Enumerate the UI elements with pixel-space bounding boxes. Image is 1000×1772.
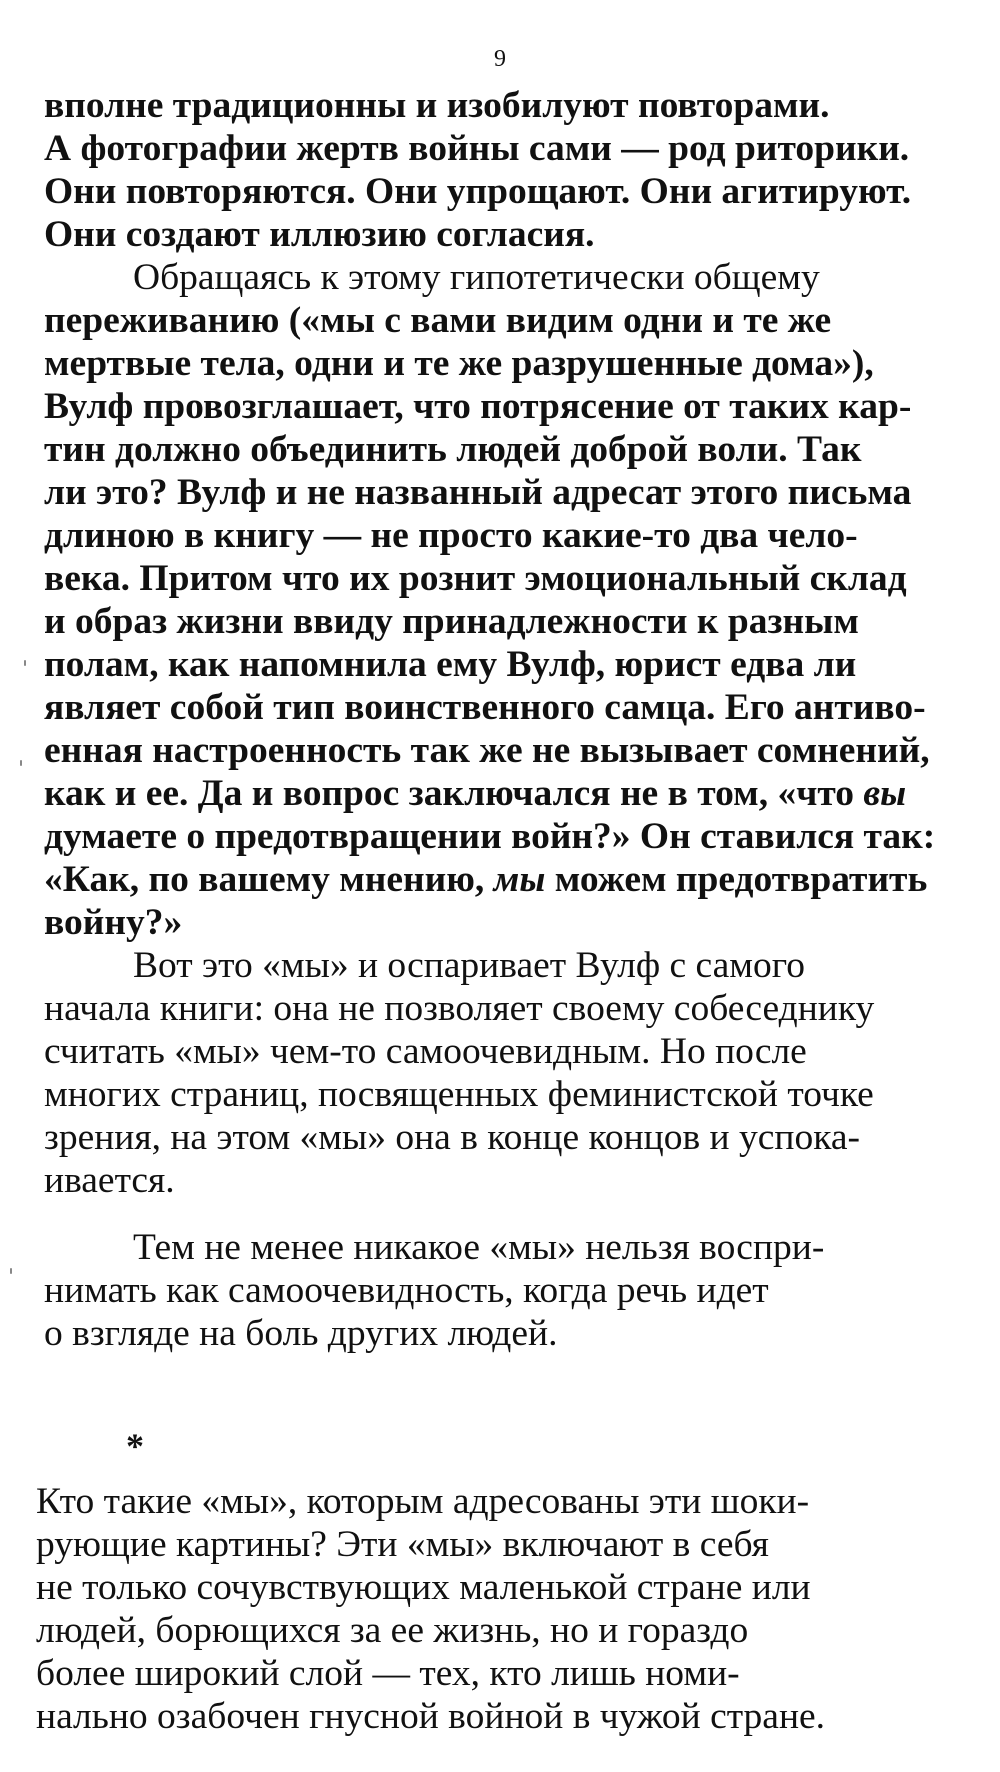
text-line: нимать как самоочевидность, когда речь идет [44,1270,769,1311]
text-line: Вот это «мы» и оспаривает Вулф с самого [133,945,805,986]
text-line: войну?» [44,902,183,943]
text-line: Кто такие «мы», которым адресованы эти шоки- [36,1481,810,1522]
text-line: и образ жизни ввиду принадлежности к разным [44,601,859,642]
text-line: Они создают иллюзию согласия. [44,214,595,255]
emphasis: вы [863,773,907,814]
text-line: енная настроенность так же не вызывает сомнений, [44,730,930,771]
text-line: Обращаясь к этому гипотетически общему [133,257,820,298]
text-line: длиною в книгу — не просто какие-то два чело- [44,515,858,556]
text-line: вполне традиционны и изобилуют повторами. [44,85,830,126]
text-line: зрения, на этом «мы» она в конце концов и успока- [44,1117,860,1158]
text-line: людей, борющихся за ее жизнь, но и гораздо [36,1610,749,1651]
text-line: считать «мы» чем-то самоочевидным. Но после [44,1031,807,1072]
text-line: ли это? Вулф и не названный адресат этого письма [44,472,912,513]
text-line: нально озабочен гнусной войной в чужой стране. [36,1696,826,1737]
text-line: о взгляде на боль других людей. [44,1313,558,1354]
text-line: более широкий слой — тех, кто лишь номи- [36,1653,740,1694]
text-line: Вулф провозглашает, что потрясение от таких кар- [44,386,912,427]
text-line: думаете о предотвращении войн?» Он ставился так: [44,816,936,857]
text-line: рующие картины? Эти «мы» включают в себя [36,1524,769,1565]
text-line: «Как, по вашему мнению, мы можем предотвратить [44,859,928,900]
text-line: не только сочувствующих маленькой стране или [36,1567,811,1608]
page-number: 9 [494,46,506,72]
scan-speck [20,760,22,766]
text-line: полам, как напомнила ему Вулф, юрист едва ли [44,644,857,685]
scan-speck [10,1268,12,1274]
text-line: начала книги: она не позволяет своему собеседнику [44,988,875,1029]
text-line: являет собой тип воинственного самца. Его антиво- [44,687,926,728]
scan-speck [24,660,26,666]
text-line: многих страниц, посвященных феминистской точке [44,1074,874,1115]
section-break-asterisk: * [126,1426,144,1466]
text-line: А фотографии жертв войны сами — род риторики. [44,128,910,169]
text-line: века. Притом что их рознит эмоциональный склад [44,558,907,599]
text-line: ивается. [44,1160,175,1201]
emphasis: мы [493,859,546,900]
text-line: тин должно объединить людей доброй воли. Так [44,429,862,470]
text-line: мертвые тела, одни и те же разрушенные дома»), [44,343,874,384]
text-line: как и ее. Да и вопрос заключался не в том, «что вы [44,773,907,814]
text-line: переживанию («мы с вами видим одни и те же [44,300,832,341]
text-line: Тем не менее никакое «мы» нельзя воспри- [133,1227,825,1268]
text-line: Они повторяются. Они упрощают. Они агитируют. [44,171,912,212]
